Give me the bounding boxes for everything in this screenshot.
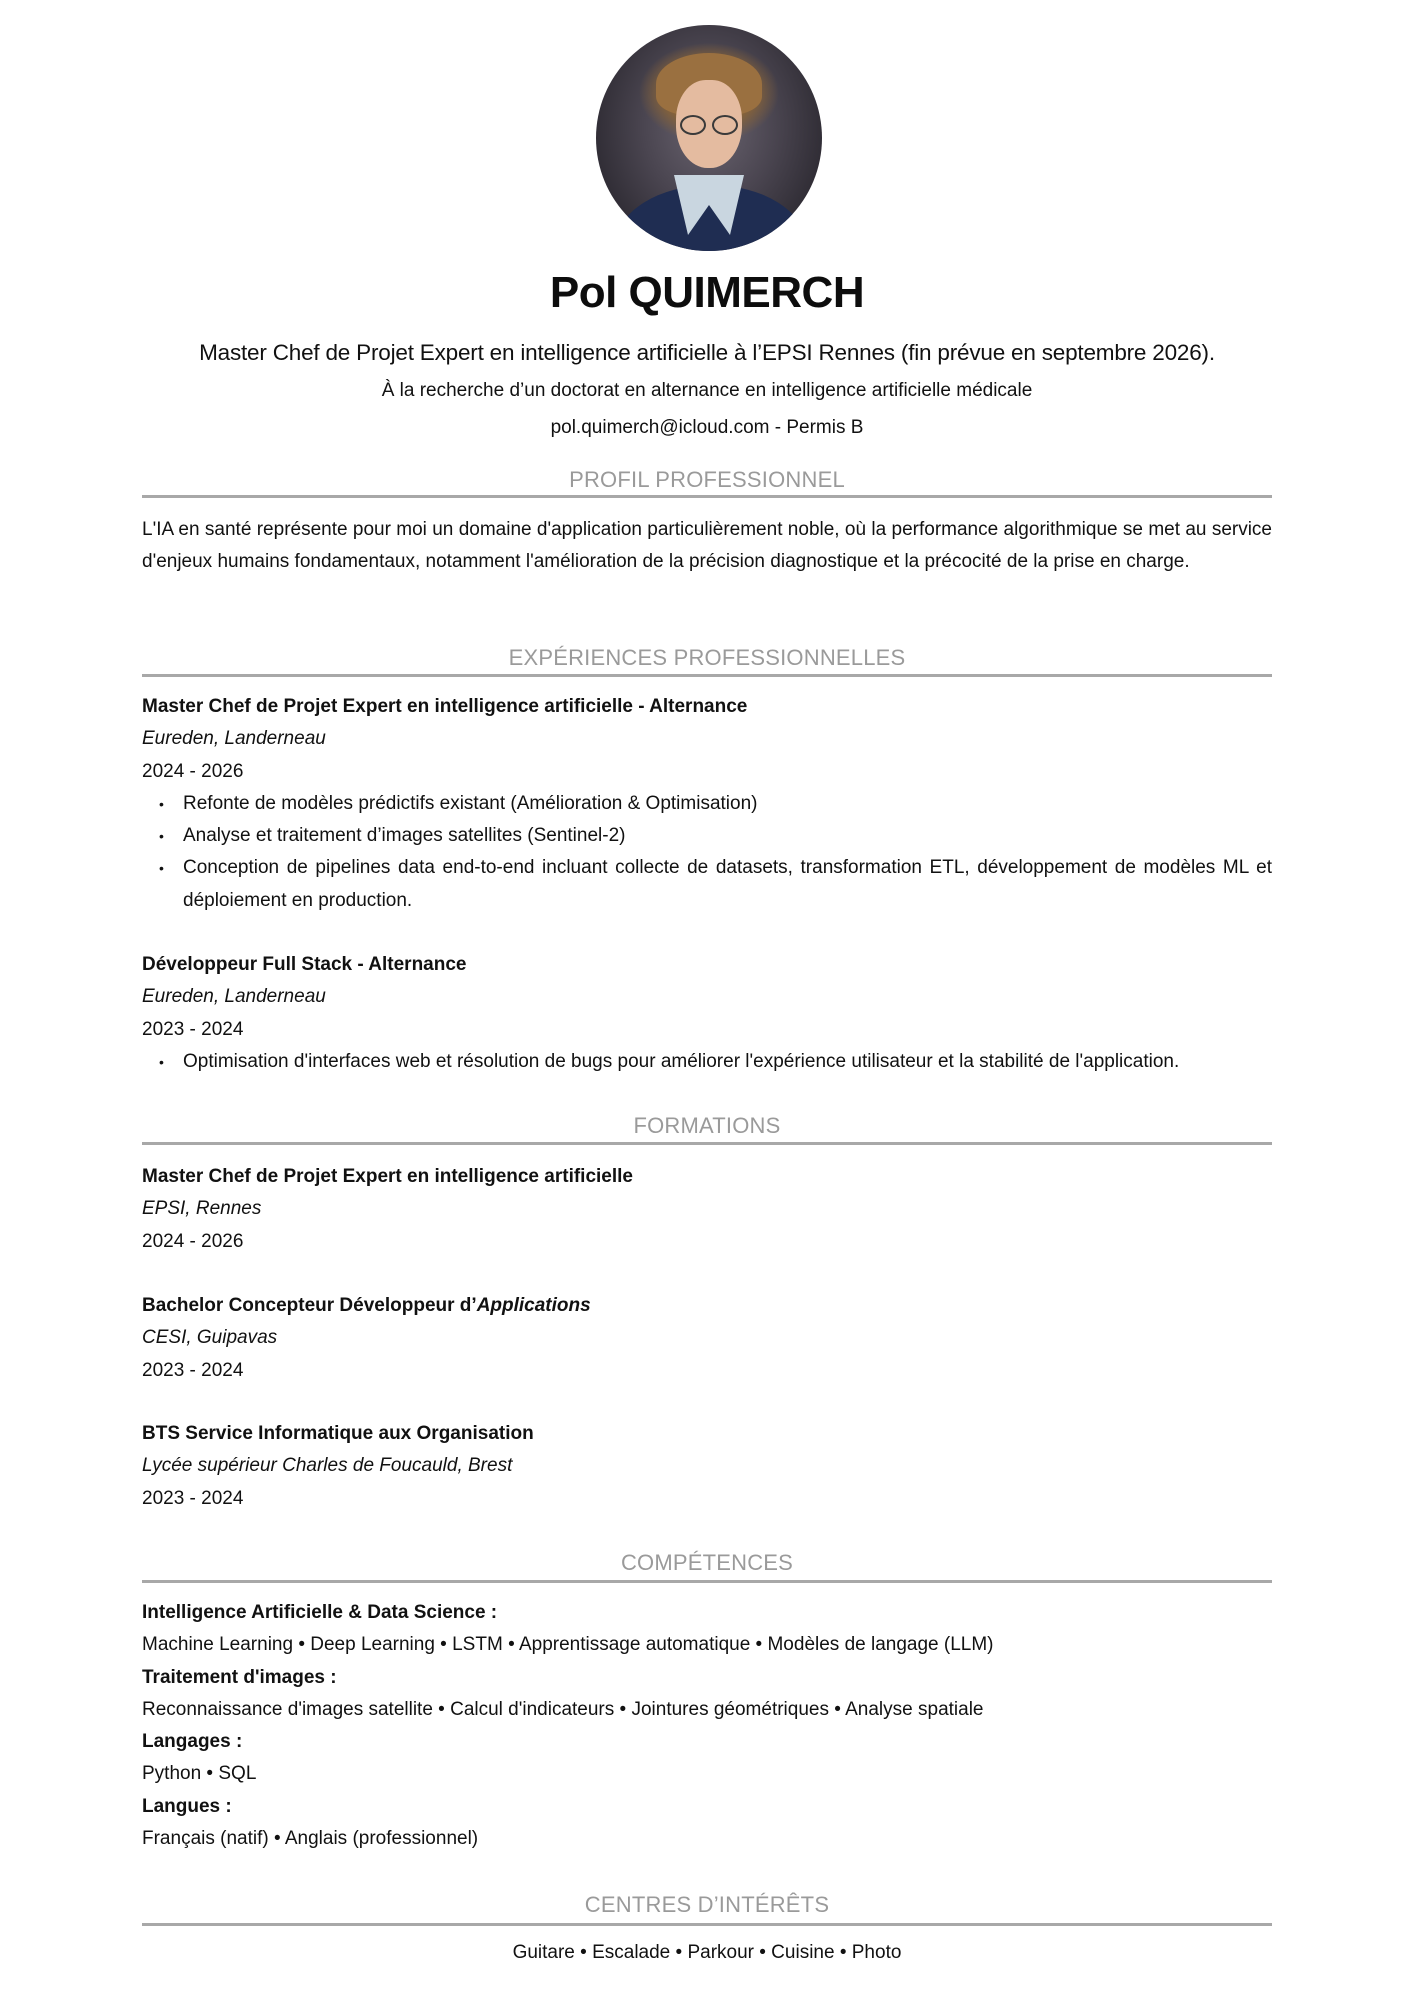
skill-group-value: Français (natif) • Anglais (professionnel) [142,1828,479,1850]
experience-item [142,949,1272,1078]
education-school: EPSI, Rennes [142,1198,262,1220]
section-divider [142,1923,1272,1926]
photo-glasses [712,115,738,135]
section-divider [142,1142,1272,1145]
education-degree: Master Chef de Projet Expert en intelligence artificielle [142,1166,633,1187]
photo-glasses [680,115,706,135]
skill-group-label: Langages : [142,1731,243,1753]
skills-list [142,1597,1272,1855]
section-title-skills: COMPÉTENCES [620,1550,794,1575]
skill-group-label: Intelligence Artificielle & Data Science : [142,1602,498,1623]
skill-group-label: Langues : [142,1795,232,1817]
education-school: Lycée supérieur Charles de Foucauld, Brest [142,1455,513,1477]
headline: Master Chef de Projet Expert en intelligence artificielle à l’EPSI Rennes (fin prévue en septembre 2026). [199,340,1215,365]
bullet-icon: • [159,828,164,845]
education-dates: 2024 - 2026 [142,1230,244,1252]
experience-role: Master Chef de Projet Expert en intelligence artificielle - Alternance [142,696,748,717]
section-divider [142,1580,1272,1583]
education-item [142,1290,1272,1387]
education-dates: 2023 - 2024 [142,1487,244,1509]
education-dates: 2023 - 2024 [142,1359,244,1381]
profile-text: L'IA en santé représente pour moi un domaine d'application particulièrement noble, où la performance algorithmique se met au service d'enjeux humains fondamentaux, notamment l'amélioration de la précision diagnostique et la précocité de la prise en charge. [142,519,1272,573]
objective: À la recherche d’un doctorat en alternance en intelligence artificielle médicale [381,380,1033,401]
experience-item [142,691,1272,917]
education-degree: Bachelor Concepteur Développeur d’Applications [142,1295,591,1316]
experience-dates: 2024 - 2026 [142,760,244,782]
section-divider [142,674,1272,677]
bullet-item: • Optimisation d'interfaces web et résolution de bugs pour améliorer l'expérience utilisateur et la stabilité de l'application. [142,1046,1272,1078]
experience-place: Eureden, Landerneau [142,986,326,1008]
bullet-item: • Conception de pipelines data end-to-end incluant collecte de datasets, transformation ETL, développement de modèles ML et déploiement en production. [142,852,1272,917]
experience-place: Eureden, Landerneau [142,728,326,750]
interests-list: Guitare • Escalade • Parkour • Cuisine • Photo [512,1942,902,1963]
education-degree: BTS Service Informatique aux Organisation [142,1423,534,1444]
experience-bullets [142,1046,1272,1078]
profile-photo [596,25,822,251]
education-school: CESI, Guipavas [142,1327,278,1349]
experience-dates: 2023 - 2024 [142,1018,244,1040]
education-item [142,1418,1272,1515]
section-title-interests: CENTRES D’INTÉRÊTS [584,1892,830,1917]
experience-role: Développeur Full Stack - Alternance [142,954,467,975]
contact-info: pol.quimerch@icloud.com - Permis B [550,417,864,438]
bullet-icon: • [159,860,164,877]
education-item [142,1161,1272,1258]
bullet-item: • Analyse et traitement d’images satellites (Sentinel-2) [142,820,1272,852]
section-divider [142,495,1272,498]
bullet-icon: • [159,1053,164,1070]
section-title-profile: PROFIL PROFESSIONNEL [569,467,845,492]
experience-bullets [142,788,1272,917]
skill-group-label: Traitement d'images : [142,1666,337,1688]
skill-group-value: Reconnaissance d'images satellite • Calcul d'indicateurs • Jointures géométriques • Analyse spatiale [142,1698,984,1720]
bullet-icon: • [159,795,164,812]
bullet-item: • Refonte de modèles prédictifs existant (Amélioration & Optimisation) [142,788,1272,820]
skill-group-value: Python • SQL [142,1763,257,1785]
section-title-education: FORMATIONS [633,1113,781,1138]
skill-group-value: Machine Learning • Deep Learning • LSTM • Apprentissage automatique • Modèles de langage (LLM) [142,1634,994,1656]
candidate-name: Pol QUIMERCH [549,268,865,317]
section-title-experience: EXPÉRIENCES PROFESSIONNELLES [508,645,906,670]
